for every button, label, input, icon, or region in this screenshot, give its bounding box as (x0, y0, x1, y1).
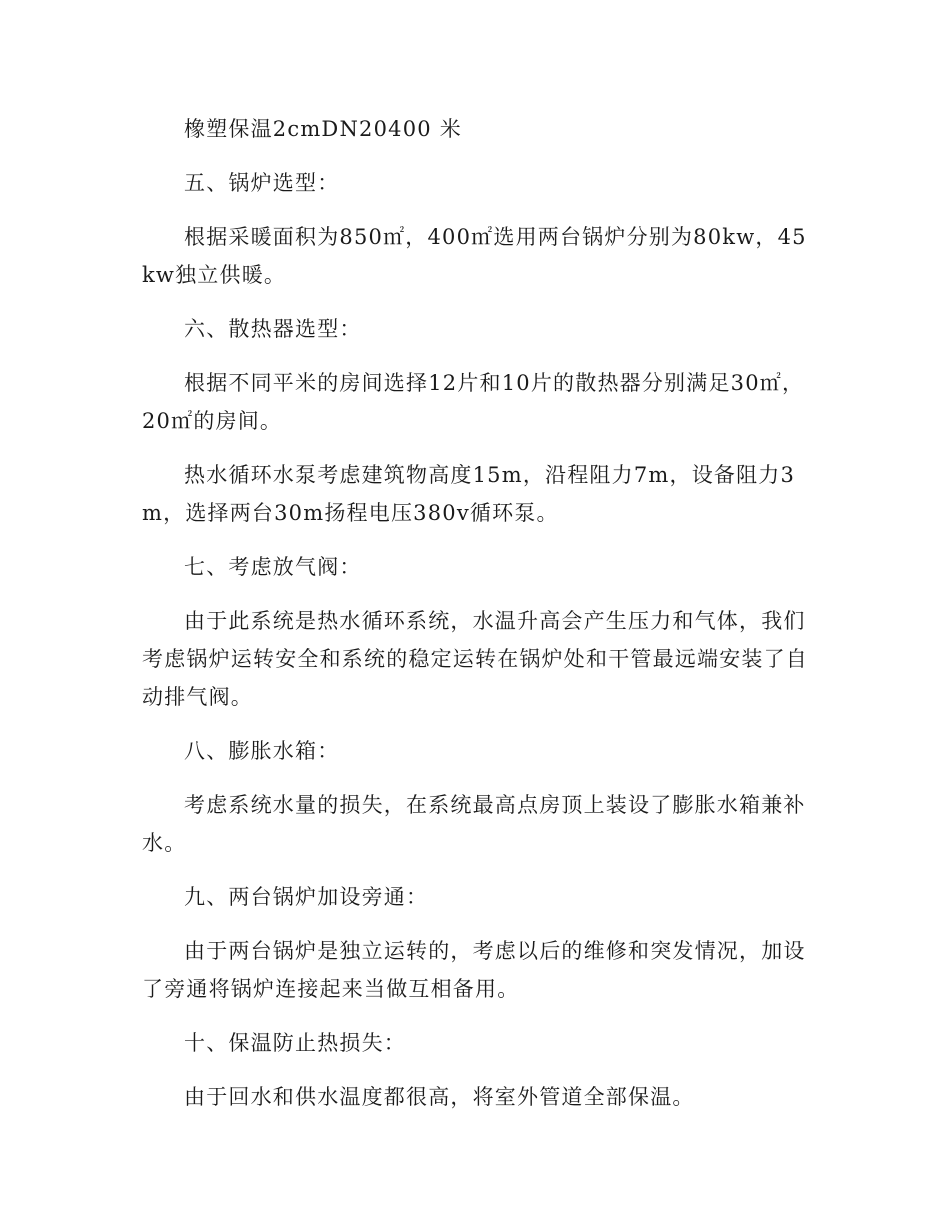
paragraph-boiler-bypass: 由于两台锅炉是独立运转的，考虑以后的维修和突发情况，加设了旁通将锅炉连接起来当做互相备用。 (142, 939, 806, 1001)
paragraph-boiler-selection: 根据采暖面积为850㎡，400㎡选用两台锅炉分别为80kw，45kw独立供暖。 (142, 225, 807, 287)
paragraph-expansion-tank: 考虑系统水量的损失，在系统最高点房顶上装设了膨胀水箱兼补水。 (142, 793, 806, 855)
heading-radiator-selection: 六、散热器选型： (184, 317, 362, 341)
paragraph-insulation-spec: 橡塑保温2cmDN20400 米 (184, 117, 462, 141)
heading-boiler-bypass: 九、两台锅炉加设旁通： (184, 885, 429, 909)
paragraph-circulation-pump: 热水循环水泵考虑建筑物高度15m，沿程阻力7m，设备阻力3m，选择两台30m扬程电压380v循环泵。 (142, 463, 796, 525)
heading-vent-valve: 七、考虑放气阀： (184, 555, 362, 579)
paragraph-vent-valve: 由于此系统是热水循环系统，水温升高会产生压力和气体，我们考虑锅炉运转安全和系统的稳定运转在锅炉处和干管最远端安装了自动排气阀。 (142, 609, 808, 709)
paragraph-insulation: 由于回水和供水温度都很高，将室外管道全部保温。 (184, 1085, 695, 1109)
heading-insulation: 十、保温防止热损失： (184, 1031, 406, 1055)
heading-boiler-selection: 五、锅炉选型： (184, 171, 340, 195)
paragraph-radiator-selection: 根据不同平米的房间选择12片和10片的散热器分别满足30㎡，20㎡的房间。 (142, 371, 805, 433)
heading-expansion-tank: 八、膨胀水箱： (184, 739, 340, 763)
document-body (142, 110, 810, 1132)
